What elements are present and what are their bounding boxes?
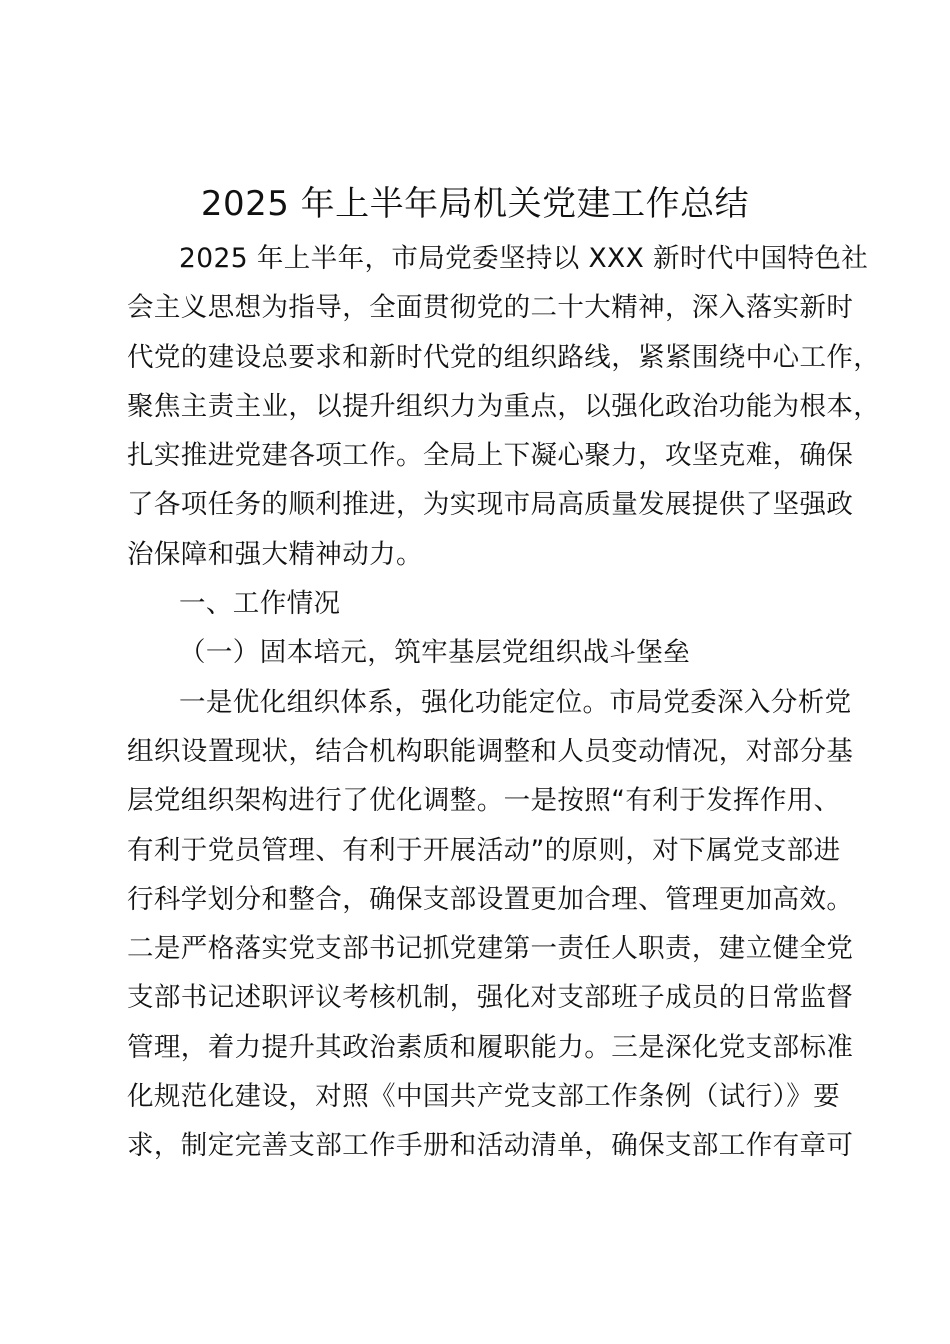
paragraph-line: 扎实推进党建各项工作。全局上下凝心聚力，攻坚克难，确保 (127, 440, 854, 472)
paragraph-line: 了各项任务的顺利推进，为实现市局高质量发展提供了坚强政 (127, 489, 854, 521)
section-heading: 一、工作情况 (179, 588, 341, 620)
paragraph-line: 会主义思想为指导，全面贯彻党的二十大精神，深入落实新时 (127, 292, 854, 324)
paragraph-line: 管理，着力提升其政治素质和履职能力。三是深化党支部标准 (127, 1031, 854, 1063)
paragraph-line: 化规范化建设，对照《中国共产党支部工作条例（试行）》要 (127, 1081, 841, 1113)
paragraph-line: 求，制定完善支部工作手册和活动清单，确保支部工作有章可 (127, 1130, 854, 1162)
paragraph-line: 治保障和强大精神动力。 (127, 538, 423, 570)
paragraph-line: 2025 年上半年，市局党委坚持以 XXX 新时代中国特色社 (179, 243, 869, 274)
paragraph-line: 层党组织架构进行了优化调整。一是按照“有利于发挥作用、 (127, 785, 841, 817)
paragraph-line: 有利于党员管理、有利于开展活动”的原则，对下属党支部进 (127, 834, 841, 866)
paragraph-line: 代党的建设总要求和新时代党的组织路线，紧紧围绕中心工作， (127, 341, 881, 373)
paragraph-line: 聚焦主责主业，以提升组织力为重点，以强化政治功能为根本， (127, 390, 881, 422)
paragraph-line: 二是严格落实党支部书记抓党建第一责任人职责，建立健全党 (127, 933, 854, 965)
document-title: 2025 年上半年局机关党建工作总结 (200, 184, 750, 224)
paragraph-line: 组织设置现状，结合机构职能调整和人员变动情况，对部分基 (127, 735, 854, 767)
paragraph-line: 一是优化组织体系，强化功能定位。市局党委深入分析党 (179, 686, 852, 718)
paragraph-line: 支部书记述职评议考核机制，强化对支部班子成员的日常监督 (127, 982, 854, 1014)
subsection-heading: （一）固本培元，筑牢基层党组织战斗堡垒 (179, 637, 691, 669)
paragraph-line: 行科学划分和整合，确保支部设置更加合理、管理更加高效。 (127, 883, 854, 915)
document-body (127, 234, 881, 1171)
